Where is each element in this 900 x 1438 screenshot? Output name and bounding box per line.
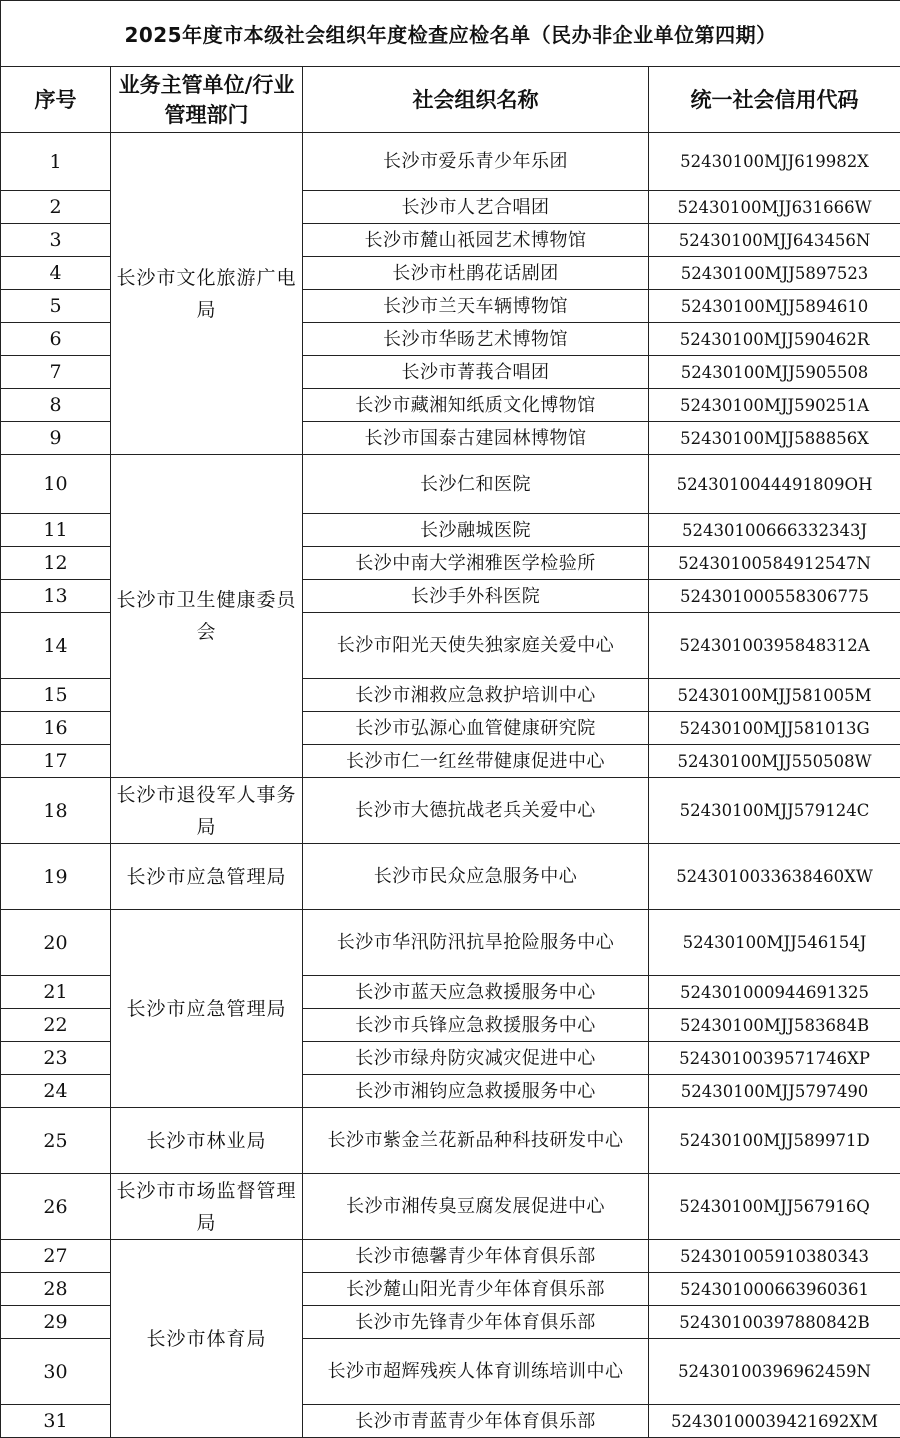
table-row — [1, 778, 900, 844]
row-number: 6 — [1, 323, 111, 356]
department-cell: 长沙市应急管理局 — [111, 844, 303, 910]
table-row — [1, 844, 900, 910]
organization-name: 长沙市大德抗战老兵关爱中心 — [303, 778, 649, 844]
header-dept: 业务主管单位/行业管理部门 — [111, 67, 303, 133]
organization-name: 长沙市麓山祇园艺术博物馆 — [303, 224, 649, 257]
credit-code: 524301006663323​43J — [649, 514, 900, 547]
row-number: 28 — [1, 1273, 111, 1306]
credit-code: 52430100MJJ5897523 — [649, 257, 900, 290]
row-number: 14 — [1, 613, 111, 679]
credit-code: 524301000944691325 — [649, 976, 900, 1009]
organization-name: 长沙市藏湘知纸质文化博物馆 — [303, 389, 649, 422]
department-cell: 长沙市退役军人事务局 — [111, 778, 303, 844]
organization-name: 长沙市阳光天使失独家庭关爱中心 — [303, 613, 649, 679]
credit-code: 52430100MJJ567916Q — [649, 1174, 900, 1240]
row-number: 9 — [1, 422, 111, 455]
table-row — [1, 1240, 900, 1273]
organization-name: 长沙市人艺合唱团 — [303, 191, 649, 224]
row-number: 21 — [1, 976, 111, 1009]
organization-name: 长沙融城医院 — [303, 514, 649, 547]
organization-name: 长沙麓山阳光青少年体育俱乐部 — [303, 1273, 649, 1306]
row-number: 29 — [1, 1306, 111, 1339]
table-row — [1, 133, 900, 191]
header-code: 统一社会信用代码 — [649, 67, 900, 133]
row-number: 30 — [1, 1339, 111, 1405]
table-row — [1, 1108, 900, 1174]
credit-code: 52430100MJJ5905508 — [649, 356, 900, 389]
credit-code: 52430100MJJ581005M — [649, 679, 900, 712]
credit-code: 52430100395848312A — [649, 613, 900, 679]
row-number: 23 — [1, 1042, 111, 1075]
department-cell: 长沙市体育局 — [111, 1240, 303, 1438]
row-number: 20 — [1, 910, 111, 976]
department-cell: 长沙市文化旅游广电局 — [111, 133, 303, 455]
credit-code: 5243010044491809OH — [649, 455, 900, 514]
credit-code: 524301000394216​92XM — [649, 1405, 900, 1438]
row-number: 31 — [1, 1405, 111, 1438]
row-number: 16 — [1, 712, 111, 745]
document-title: 2025年度市本级社会组织年度检查应检名单（民办非企业单位第四期） — [1, 1, 900, 67]
organization-name: 长沙市杜鹃花话剧团 — [303, 257, 649, 290]
organization-name: 长沙市仁一红丝带健康促进中心 — [303, 745, 649, 778]
table-row — [1, 455, 900, 514]
row-number: 10 — [1, 455, 111, 514]
department-cell: 长沙市市场监督管理局 — [111, 1174, 303, 1240]
row-number: 26 — [1, 1174, 111, 1240]
organization-name: 长沙市菁莪合唱团 — [303, 356, 649, 389]
row-number: 17 — [1, 745, 111, 778]
row-number: 1 — [1, 133, 111, 191]
organization-name: 长沙市华汛防汛抗旱抢险服务中心 — [303, 910, 649, 976]
organization-name: 长沙手外科医院 — [303, 580, 649, 613]
organization-name: 长沙市青蓝青少年体育俱乐部 — [303, 1405, 649, 1438]
credit-code: 52430100MJJ589971D — [649, 1108, 900, 1174]
organization-name: 长沙市国泰古建园林博物馆 — [303, 422, 649, 455]
credit-code: 52430100MJJ631666W — [649, 191, 900, 224]
table-row — [1, 910, 900, 976]
credit-code: 52430100MJJ590251A — [649, 389, 900, 422]
row-number: 15 — [1, 679, 111, 712]
credit-code: 52430100397880842B — [649, 1306, 900, 1339]
credit-code: 52430100MJJ5894610 — [649, 290, 900, 323]
row-number: 11 — [1, 514, 111, 547]
organization-name: 长沙市超辉残疾人体育训练培训中心 — [303, 1339, 649, 1405]
credit-code: 524301000663960361 — [649, 1273, 900, 1306]
row-number: 27 — [1, 1240, 111, 1273]
row-number: 18 — [1, 778, 111, 844]
organization-name: 长沙中南大学湘雅医学检验所 — [303, 547, 649, 580]
header-row — [1, 67, 900, 133]
row-number: 5 — [1, 290, 111, 323]
credit-code: 52430100MJJ546154J — [649, 910, 900, 976]
row-number: 2 — [1, 191, 111, 224]
credit-code: 52430100MJJ643456N — [649, 224, 900, 257]
credit-code: 52430100MJJ581013G — [649, 712, 900, 745]
credit-code: 52430100MJJ579124C — [649, 778, 900, 844]
credit-code: 52430100584912547N — [649, 547, 900, 580]
organization-name: 长沙市爱乐青少年乐团 — [303, 133, 649, 191]
credit-code: 52430100396962459N — [649, 1339, 900, 1405]
department-cell: 长沙市林业局 — [111, 1108, 303, 1174]
row-number: 19 — [1, 844, 111, 910]
organization-name: 长沙市兰天车辆博物馆 — [303, 290, 649, 323]
row-number: 8 — [1, 389, 111, 422]
organization-name: 长沙市湘传臭豆腐发展促进中心 — [303, 1174, 649, 1240]
row-number: 7 — [1, 356, 111, 389]
credit-code: 52430100395717​46XP — [649, 1042, 900, 1075]
organization-name: 长沙市华旸艺术博物馆 — [303, 323, 649, 356]
row-number: 24 — [1, 1075, 111, 1108]
organization-name: 长沙市蓝天应急救援服务中心 — [303, 976, 649, 1009]
credit-code: 52430100MJJ583684B — [649, 1009, 900, 1042]
credit-code: 524301000558306775 — [649, 580, 900, 613]
row-number: 13 — [1, 580, 111, 613]
row-number: 4 — [1, 257, 111, 290]
credit-code: 524301005910380343 — [649, 1240, 900, 1273]
header-no: 序号 — [1, 67, 111, 133]
row-number: 22 — [1, 1009, 111, 1042]
credit-code: 52430100MJJ590462R — [649, 323, 900, 356]
organization-name: 长沙仁和医院 — [303, 455, 649, 514]
organization-name: 长沙市德馨青少年体育俱乐部 — [303, 1240, 649, 1273]
credit-code: 52430100MJJ550508W — [649, 745, 900, 778]
row-number: 12 — [1, 547, 111, 580]
credit-code: 524301003363846​0XW — [649, 844, 900, 910]
credit-code: 52430100MJJ5797490 — [649, 1075, 900, 1108]
organization-name: 长沙市先锋青少年体育俱乐部 — [303, 1306, 649, 1339]
table-row — [1, 1174, 900, 1240]
organization-name: 长沙市湘钧应急救援服务中心 — [303, 1075, 649, 1108]
row-number: 3 — [1, 224, 111, 257]
organization-name: 长沙市湘救应急救护培训中心 — [303, 679, 649, 712]
organization-name: 长沙市兵锋应急救援服务中心 — [303, 1009, 649, 1042]
credit-code: 52430100MJJ619982X — [649, 133, 900, 191]
organization-name: 长沙市弘源心血管健康研究院 — [303, 712, 649, 745]
organization-name: 长沙市紫金兰花新品种科技研发中心 — [303, 1108, 649, 1174]
department-cell: 长沙市应急管理局 — [111, 910, 303, 1108]
organization-name: 长沙市民众应急服务中心 — [303, 844, 649, 910]
credit-code: 52430100MJJ588856X — [649, 422, 900, 455]
title-row — [1, 1, 900, 67]
department-cell: 长沙市卫生健康委员会 — [111, 455, 303, 778]
header-name: 社会组织名称 — [303, 67, 649, 133]
organization-name: 长沙市绿舟防灾减灾促进中心 — [303, 1042, 649, 1075]
row-number: 25 — [1, 1108, 111, 1174]
